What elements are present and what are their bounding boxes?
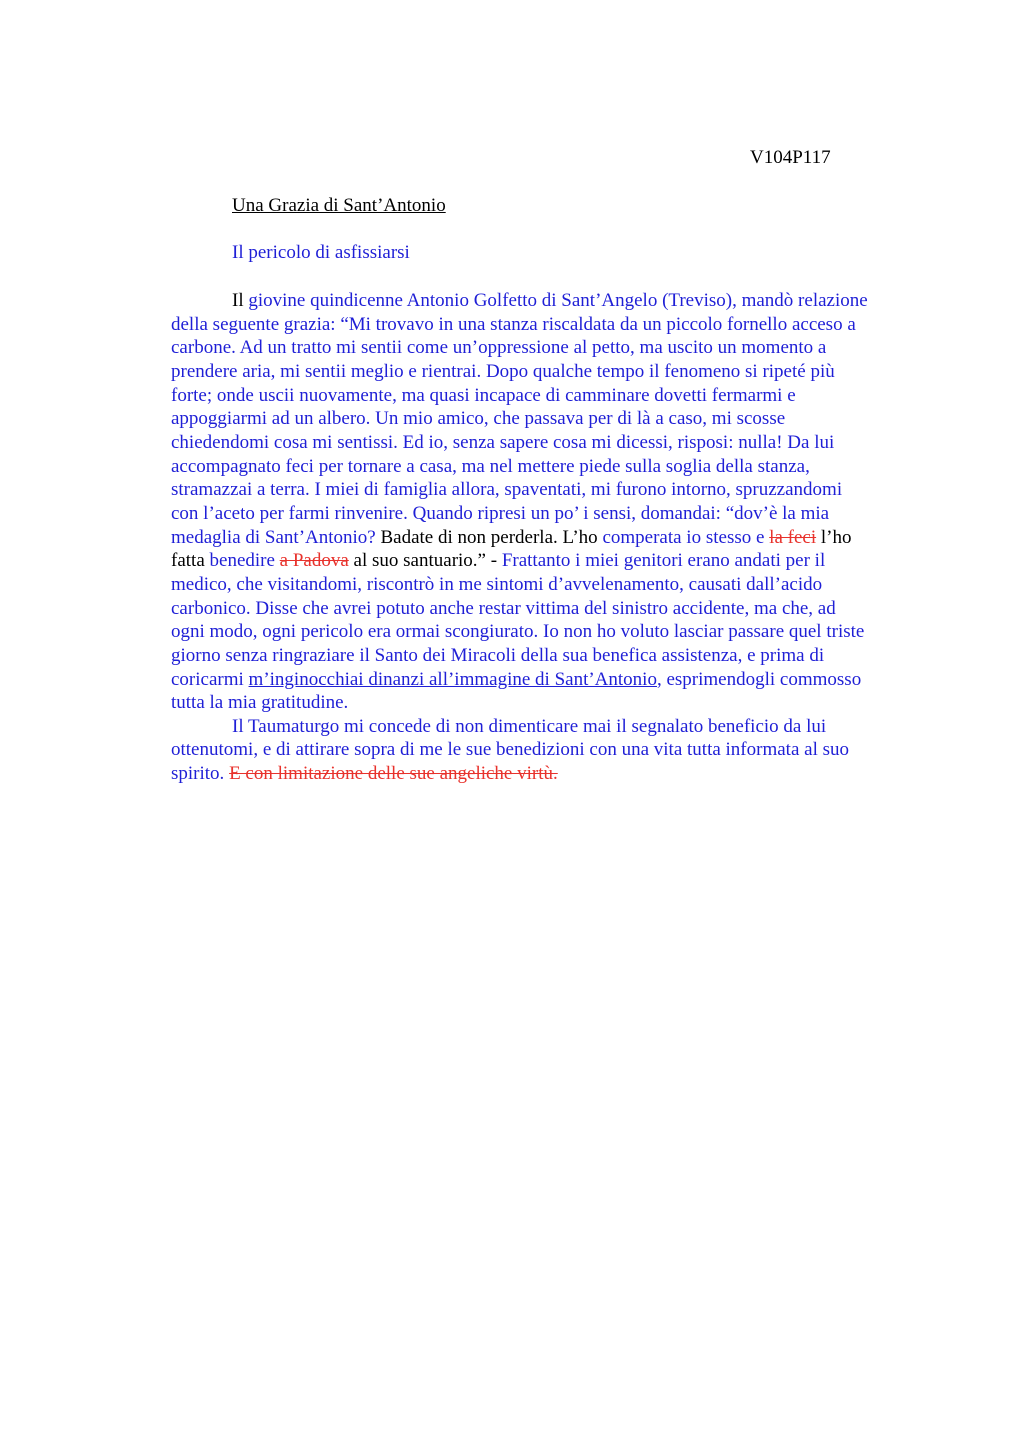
paragraph-1-line-7: chiedendomi cosa mi sentissi. Ed io, senza sapere cosa mi dicessi, risposi: nulla! Da lui [171,431,835,453]
document-subtitle: Il pericolo di asfissiarsi [232,242,410,263]
paragraph-2 [171,715,931,786]
paragraph-1-line-2: della seguente grazia: “Mi trovavo in una stanza riscaldata da un piccolo fornello acceso a [171,313,856,335]
original-text: l’ho [816,526,852,548]
inserted-text: Frattanto i miei genitori erano andati per il [501,550,826,572]
paragraph-1-line-16: giorno senza ringraziare il Santo dei Miracoli della sua benefica assistenza, e prima di [171,644,825,666]
original-text: Il [232,290,244,311]
inserted-text: spirito. [171,763,225,785]
paragraph-1-line-5: forte; onde uscii nuovamente, ma quasi incapace di camminare dovetti fermarmi e [171,384,796,406]
paragraph-2-line-1: Il Taumaturgo mi concede di non dimenticare mai il segnalato beneficio da lui [232,715,827,737]
page-id: V104P117 [750,147,831,168]
original-text: al suo santuario.” - [348,550,502,572]
inserted-text: comperata io stesso e [602,526,765,548]
paragraph-1-line-9: stramazzai a terra. I miei di famiglia allora, spaventati, mi furono intorno, spruzzandomi [171,479,843,501]
paragraph-1-line-6: appoggiarmi ad un albero. Un mio amico, che passava per di là a caso, mi scosse [171,408,786,430]
paragraph-1-line-11 [171,526,931,550]
inserted-text: medaglia di Sant’Antonio? [171,526,376,548]
deleted-text: a Padova [279,550,349,572]
document-title: Una Grazia di Sant’Antonio [232,195,446,216]
inserted-text: giovine quindicenne Antonio Golfetto di Sant’Angelo (Treviso), mandò relazione [243,290,868,311]
paragraph-1-line-8: accompagnato feci per tornare a casa, ma nel mettere piede sulla soglia della stanza, [171,455,810,477]
paragraph-1-line-14: carbonico. Disse che avrei potuto anche restar vittima del sinistro accidente, ma che, ad [171,597,836,619]
paragraph-1-line-3: carbone. Ad un tratto mi sentii come un’oppressione al petto, ma uscito un momento a [171,337,827,359]
inserted-text: benedire [209,550,275,572]
paragraph-1-line-13: medico, che visitandomi, riscontrò in me sintomi d’avvelenamento, causati dall’acido [171,573,823,595]
inserted-text: , esprimendogli commosso [656,668,862,690]
inserted-text: coricarmi [171,668,249,690]
paragraph-1-line-1 [171,289,931,313]
paragraph-1-line-18: tutta la mia gratitudine. [171,692,349,714]
paragraph-1-line-4: prendere aria, mi sentii meglio e rientrai. Dopo qualche tempo il fenomeno si ripeté più [171,360,835,382]
paragraph-1-line-12 [171,549,931,573]
paragraph-1-line-10: con l’aceto per farmi rinvenire. Quando ripresi un po’ i sensi, domandai: “dov’è la mia [171,502,830,524]
paragraph-2-line-2: ottenutomi, e di attirare sopra di me le sue benedizioni con una vita tutta informata al suo [171,739,849,761]
original-text: fatta [171,550,210,572]
paragraph-2-line-3 [171,762,931,786]
underlined-text: m’inginocchiai dinanzi all’immagine di Sant’Antonio [248,668,657,690]
paragraph-1-line-17 [171,668,931,692]
document-body [171,289,931,786]
paragraph-1-line-15: ogni modo, ogni pericolo era ormai scongiurato. Io non ho voluto lasciar passare quel triste [171,621,865,643]
deleted-text: la feci [769,526,817,548]
deleted-text: E con limitazione delle sue angeliche virtù. [229,763,558,785]
original-text: Badate di non perderla. L’ho [375,526,603,548]
paragraph-1 [171,289,931,715]
